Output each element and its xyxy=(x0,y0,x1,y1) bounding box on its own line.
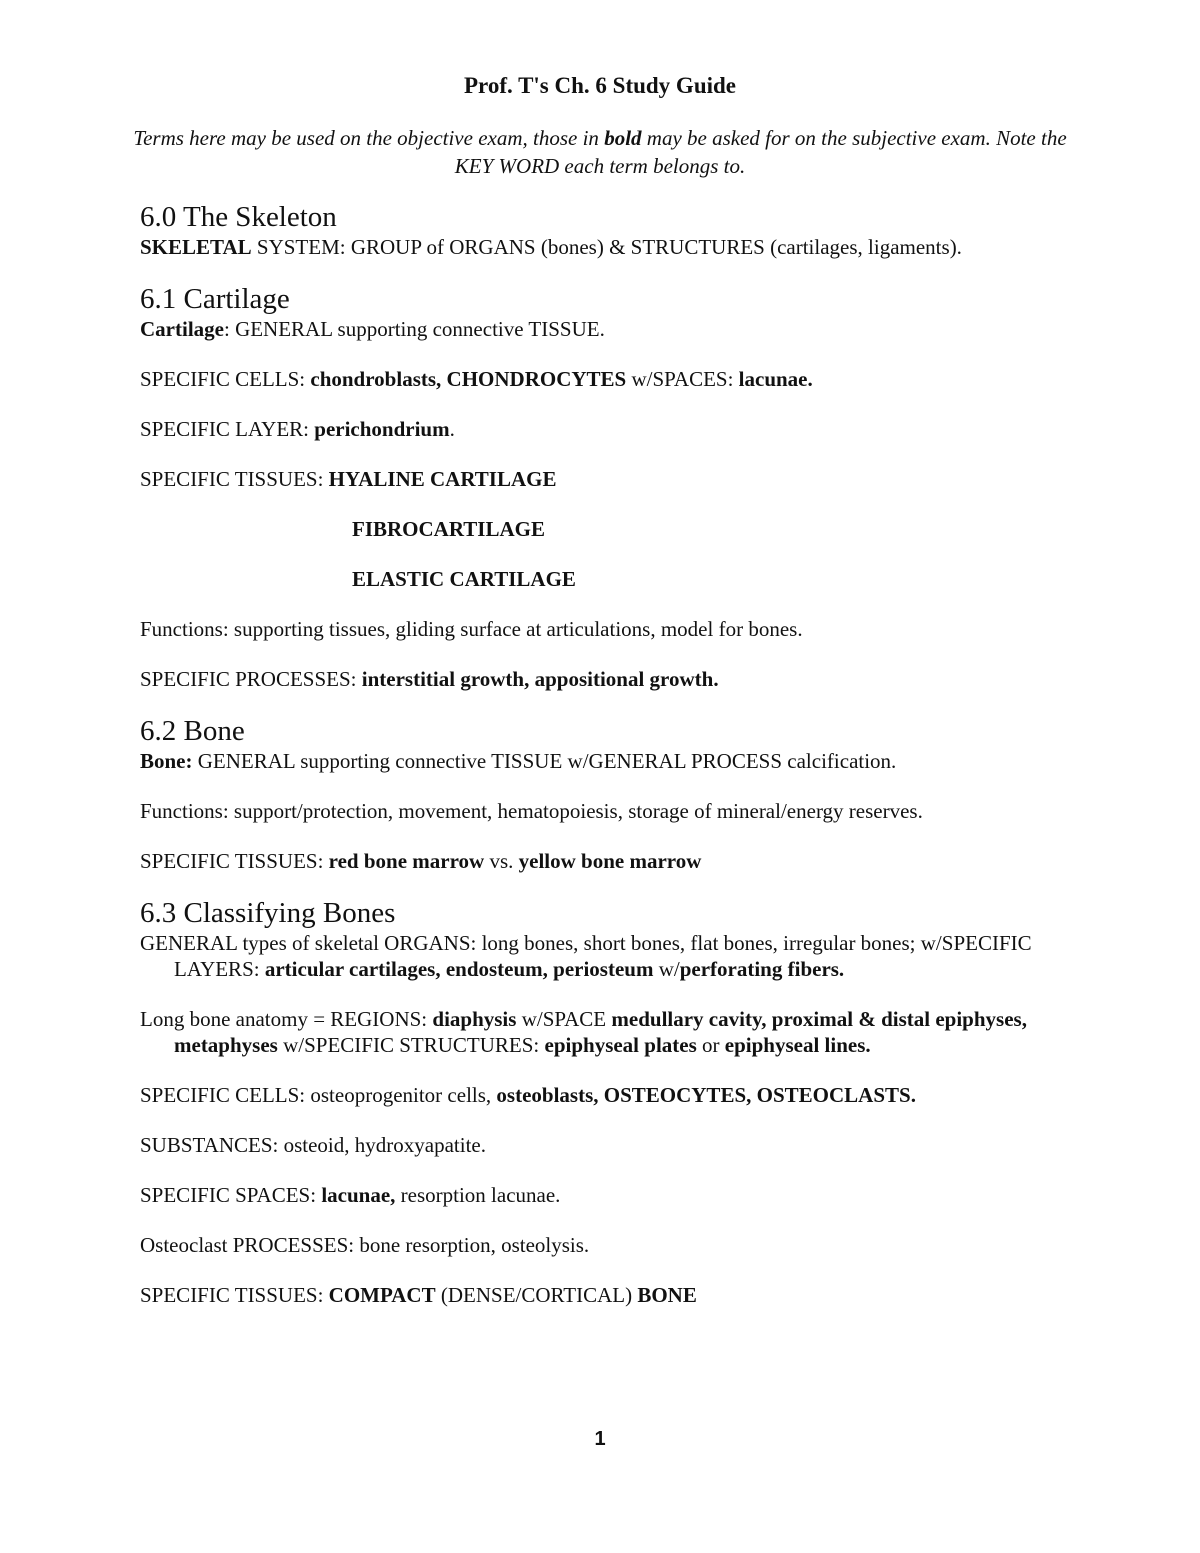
heading-6-3: 6.3 Classifying Bones xyxy=(140,897,396,929)
bone-substances: SUBSTANCES: osteoid, hydroxyapatite. xyxy=(140,1133,486,1157)
cartilage-definition: Cartilage: GENERAL supporting connective TISSUE. xyxy=(140,317,605,341)
skeletal-system-line: SKELETAL SYSTEM: GROUP of ORGANS (bones) & STRUCTURES (cartilages, ligaments). xyxy=(140,235,962,259)
intro-bold-word: bold xyxy=(604,126,642,150)
osteoclast-processes: Osteoclast PROCESSES: bone resorption, osteolysis. xyxy=(140,1233,590,1257)
intro-text-a: Terms here may be used on the objective exam, those in xyxy=(133,126,605,150)
intro-text-b: may be asked for on the subjective exam. Note the KEY WORD each term belongs to. xyxy=(454,126,1067,178)
page-number: 1 xyxy=(594,1428,606,1450)
cartilage-layer: SPECIFIC LAYER: perichondrium. xyxy=(140,417,455,441)
long-bone-anatomy: Long bone anatomy = REGIONS: diaphysis w/SPACE medullary cavity, proximal & distal epiphyses, metaphyses w/SPECIFIC STRUCTURES: epiphyseal plates or epiphyseal lines. xyxy=(140,1007,1027,1057)
bone-cells: SPECIFIC CELLS: osteoprogenitor cells, osteoblasts, OSTEOCYTES, OSTEOCLASTS. xyxy=(140,1083,916,1107)
heading-6-1: 6.1 Cartilage xyxy=(140,283,290,315)
content xyxy=(140,200,1060,1308)
bone-tissues: SPECIFIC TISSUES: red bone marrow vs. yellow bone marrow xyxy=(140,849,702,873)
bone-types: GENERAL types of skeletal ORGANS: long bones, short bones, flat bones, irregular bones; w/SPECIFIC LAYERS: articular cartilages, endosteum, periosteum w/perforating fibers. xyxy=(140,931,1032,981)
page-title: Prof. T's Ch. 6 Study Guide xyxy=(463,73,737,98)
cartilage-tissue-elastic: ELASTIC CARTILAGE xyxy=(352,567,576,591)
cartilage-tissue-fibro: FIBROCARTILAGE xyxy=(352,517,545,541)
cartilage-processes: SPECIFIC PROCESSES: interstitial growth, appositional growth. xyxy=(140,667,719,691)
intro-note xyxy=(130,124,1070,180)
cartilage-tissues: SPECIFIC TISSUES: HYALINE CARTILAGE xyxy=(140,467,557,491)
heading-6-2: 6.2 Bone xyxy=(140,715,245,747)
cartilage-cells: SPECIFIC CELLS: chondroblasts, CHONDROCYTES w/SPACES: lacunae. xyxy=(140,367,813,391)
bone-definition: Bone: GENERAL supporting connective TISSUE w/GENERAL PROCESS calcification. xyxy=(140,749,897,773)
bone-spaces: SPECIFIC SPACES: lacunae, resorption lacunae. xyxy=(140,1183,561,1207)
cartilage-functions: Functions: supporting tissues, gliding surface at articulations, model for bones. xyxy=(140,617,803,641)
heading-6-0: 6.0 The Skeleton xyxy=(140,201,337,233)
bone-specific-tissues: SPECIFIC TISSUES: COMPACT (DENSE/CORTICAL) BONE xyxy=(140,1283,697,1307)
bone-functions: Functions: support/protection, movement, hematopoiesis, storage of mineral/energy reserves. xyxy=(140,799,923,823)
